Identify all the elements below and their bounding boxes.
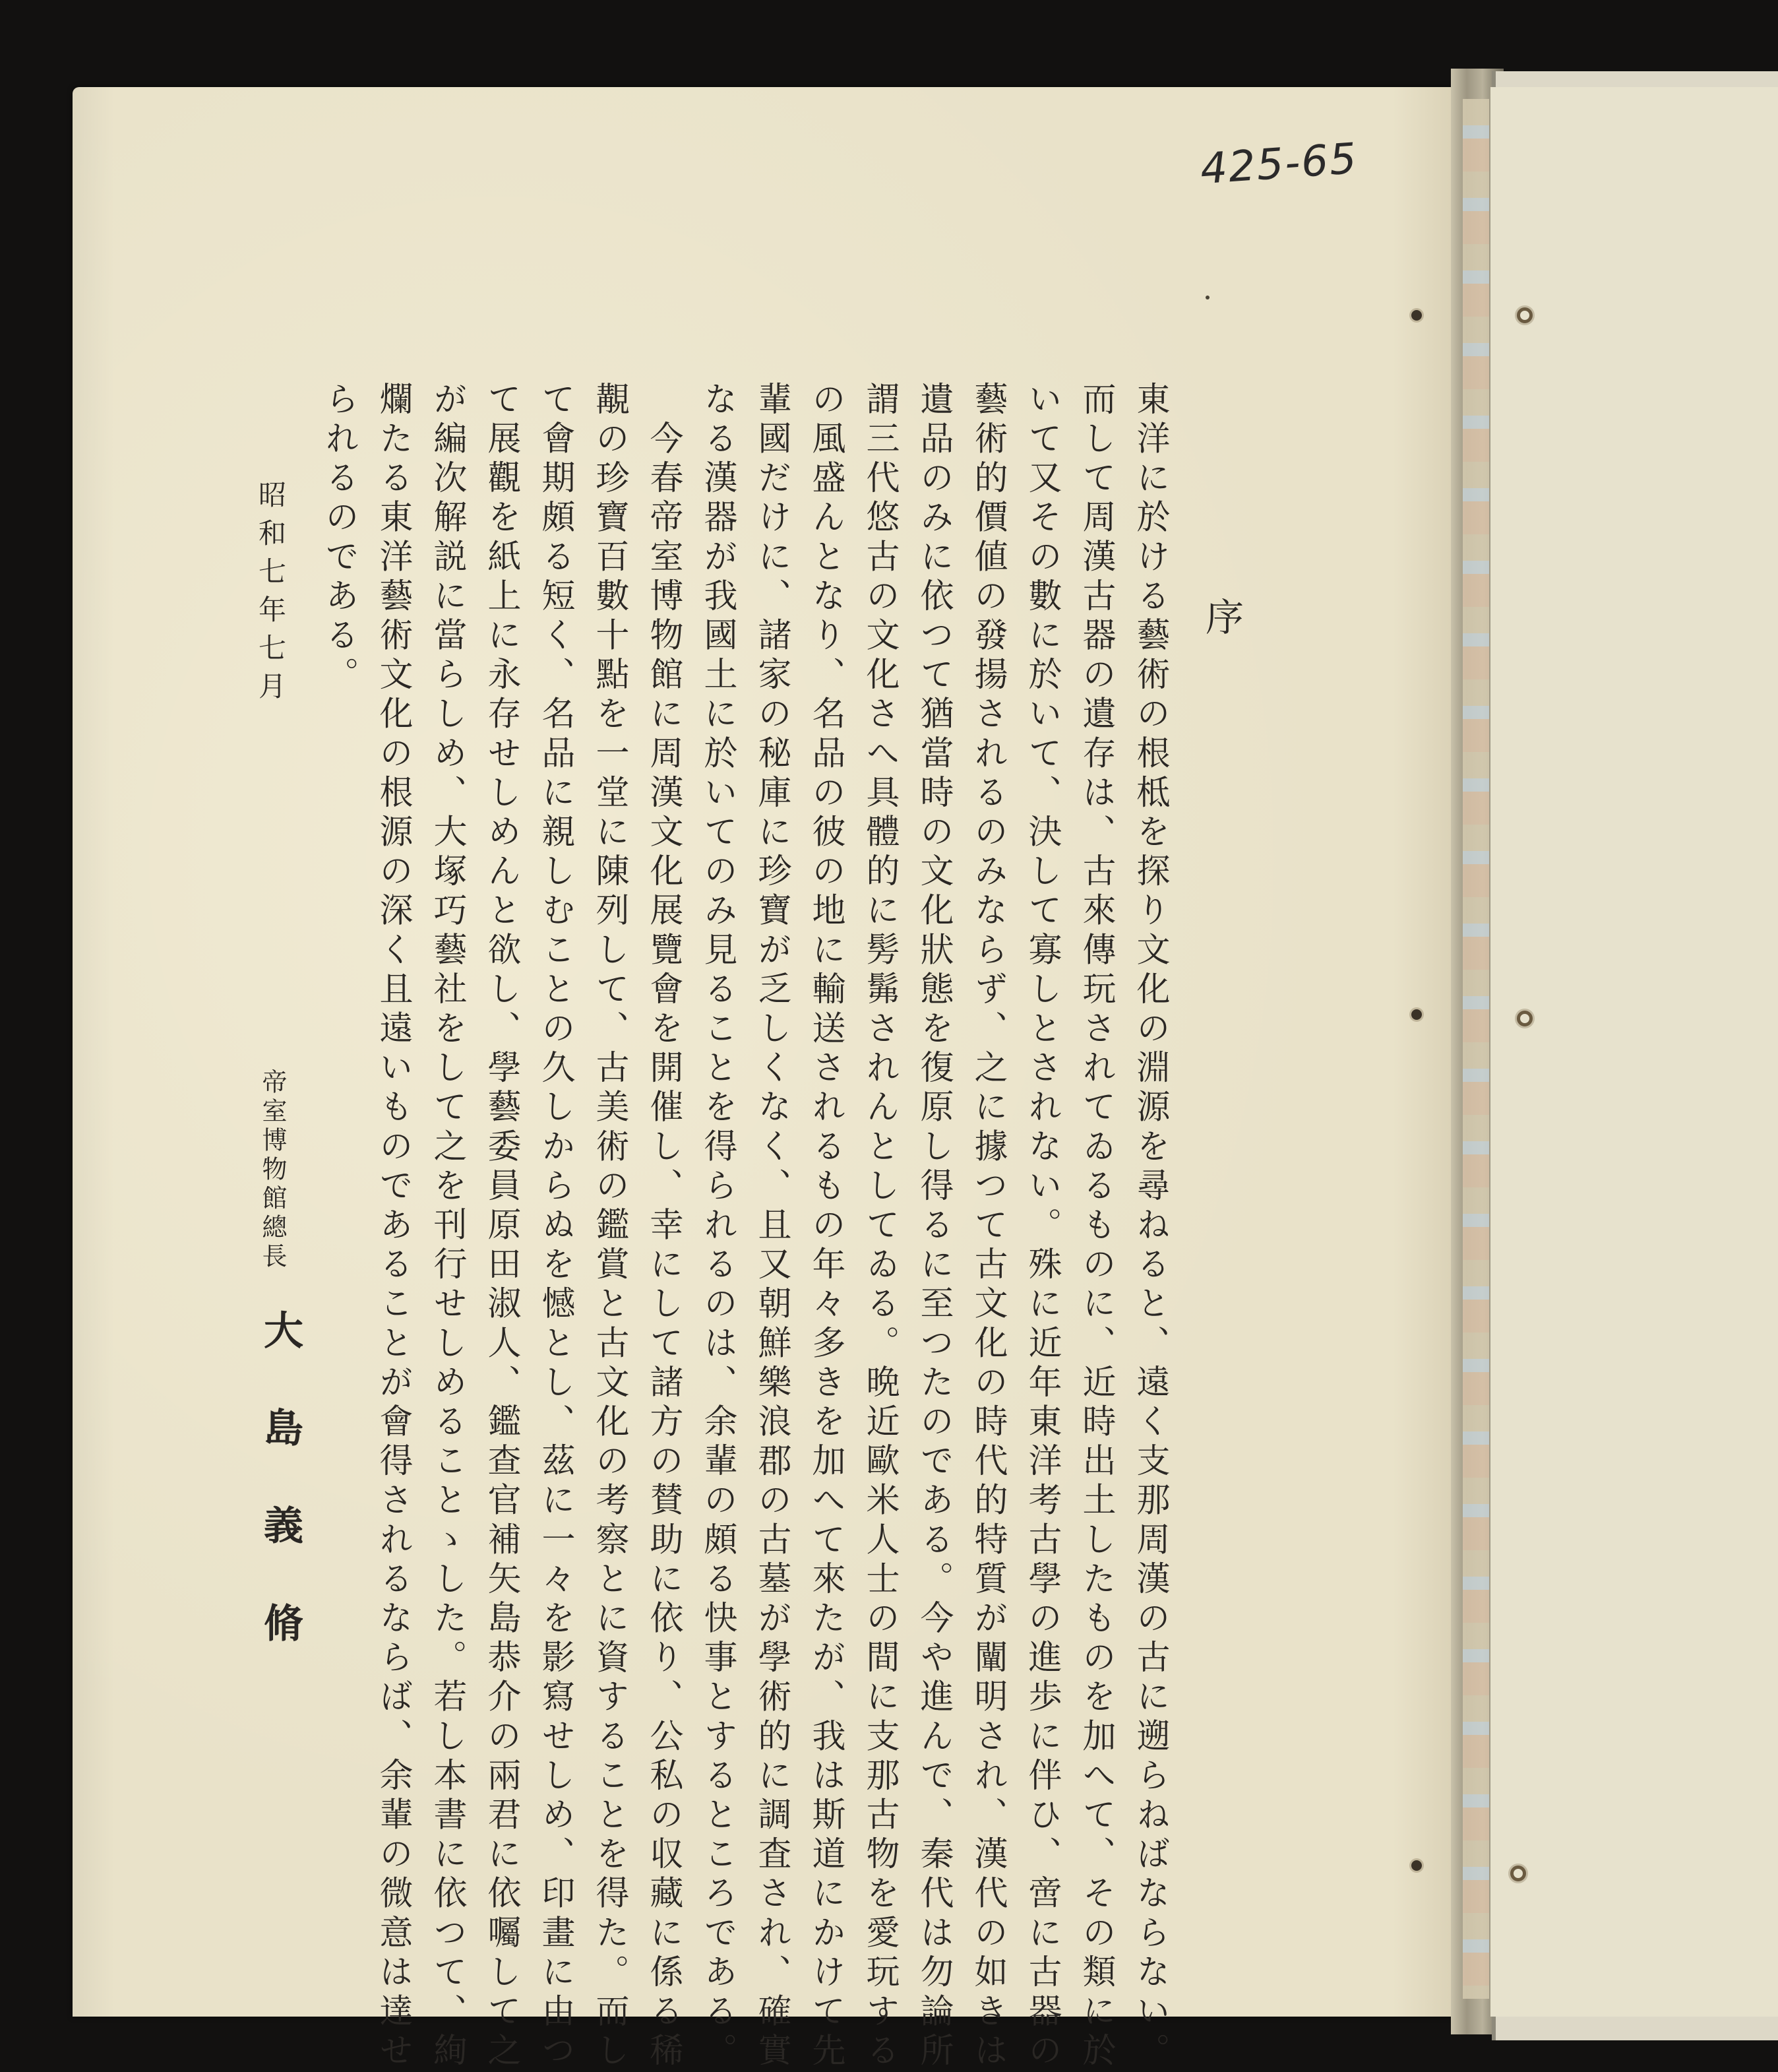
body-line: 遺品のみに依つて猶當時の文化狀態を復原し得るに至つたのである。今や進んで、秦代は勿論所 [914,381,953,2072]
body-line: 藝術的價値の發揚されるのみならず、之に據つて古文化の時代的特質が闡明され、漢代の如きは [968,381,1007,2072]
date-line: 昭和七年七月 [255,480,287,710]
binding-hole [1411,1860,1422,1871]
page-edges [1463,99,1489,1999]
body-line: 今春帝室博物館に周漢文化展覽會を開催し、幸にして諸方の賛助に依り、公私の収藏に係る稀 [644,381,683,2072]
body-line: が編次解説に當らしめ、大塚巧藝社をして之を刊行せしめることゝした。若し本書に依つて、絢 [427,381,466,2072]
body-line: なる漢器が我國土に於いてのみ見ることを得られるのは、余輩の頗る快事とするところである。 [698,381,737,2072]
body-line: 而して周漢古器の遺存は、古來傳玩されてゐるものに、近時出土したものを加へて、その類に於 [1076,381,1115,2072]
binding-hole [1517,307,1533,323]
author-title: 帝室博物館總長 [258,1069,287,1272]
body-line: 輩國だけに、諸家の秘庫に珍寶が乏しくなく、且又朝鮮樂浪郡の古墓が學術的に調査され、確實 [752,381,791,2072]
preface-title: 序 [1199,597,1244,635]
body-line: られるのである。 [319,381,358,696]
ink-dot [1206,296,1210,299]
handwritten-call-number: 425-65 [1198,134,1359,195]
body-line: て會期頗る短く、名品に親しむことの久しからぬを憾とし、茲に一々を影寫せしめ、印畫に由つ [536,381,574,2072]
binding-hole [1411,1009,1422,1020]
body-line: の風盛んとなり、名品の彼の地に輸送されるもの年々多きを加へて來たが、我は斯道にかけて先 [806,381,845,2072]
binding-hole [1510,1866,1526,1881]
binding-hole [1517,1011,1533,1026]
facing-endpaper [1490,87,1778,2017]
author-name: 大島義脩 [257,1309,303,1700]
body-line: いて又その數に於いて、決して寡しとされない。殊に近年東洋考古學の進歩に伴ひ、啻に古器の [1022,381,1061,2072]
body-line: て展觀を紙上に永存せしめんと欲し、學藝委員原田淑人、鑑查官補矢島恭介の兩君に依囑して之 [481,381,520,2072]
body-line: 覯の珍寶百數十點を一堂に陳列して、古美術の鑑賞と古文化の考察とに資することを得た。而し [590,381,628,2072]
binding-hole [1411,310,1422,321]
body-line: 東洋に於ける藝術の根柢を探り文化の淵源を尋ねると、遠く支那周漢の古に遡らねばならない。 [1130,381,1169,2072]
body-line: 爛たる東洋藝術文化の根源の深く且遠いものであることが會得されるならば、余輩の微意は達せ [373,381,412,2072]
body-line: 謂三代悠古の文化さへ具體的に髣髴されんとしてゐる。晩近歐米人士の間に支那古物を愛玩する [860,381,899,2072]
